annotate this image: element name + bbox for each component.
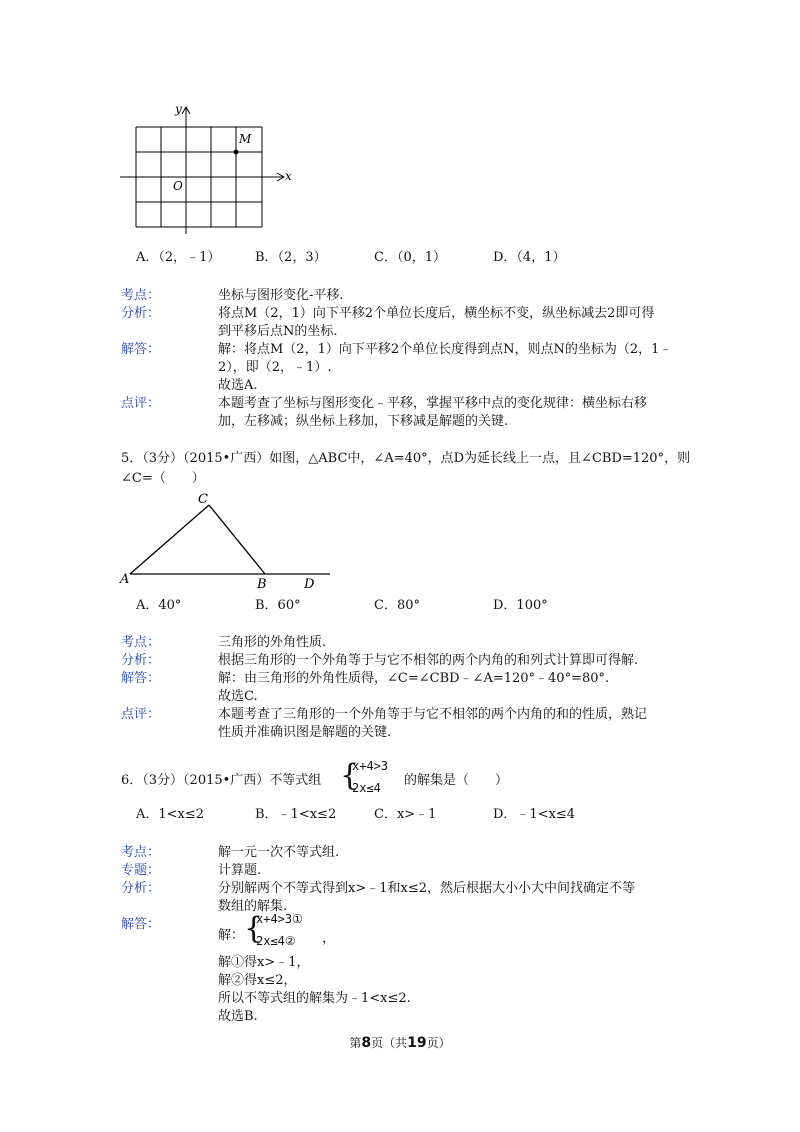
q4-fenxi-label: 分析： [121, 306, 161, 321]
q4-option-b: B．（2，3） [255, 250, 327, 265]
footer-total-pages: 19 [407, 1035, 427, 1051]
q6-jieda-system-line1: x+4>3① [256, 912, 303, 926]
x-axis-label: x [285, 169, 292, 183]
q6-option-c: C．x>﹣1 [374, 807, 437, 822]
point-m-label: M [239, 132, 252, 146]
q4-dianping-line2: 加，左移减；纵坐标上移加，下移减是解题的关键. [218, 414, 509, 429]
q4-dianping-label: 点评： [121, 396, 161, 411]
q4-jieda-line1: 解：将点M（2，1）向下平移2个单位长度得到点N，则点N的坐标为（2，1﹣ [218, 342, 673, 357]
q6-kaodian-label: 考点： [121, 845, 161, 860]
q4-dianping-line1: 本题考查了坐标与图形变化﹣平移，掌握平移中点的变化规律：横坐标右移 [218, 396, 648, 411]
point-m [234, 150, 239, 155]
coordinate-grid-figure [118, 100, 298, 240]
q4-kaodian-text: 坐标与图形变化-平移. [218, 288, 344, 303]
vertex-a-label: A [120, 572, 130, 587]
q4-fenxi-line1: 将点M（2，1）向下平移2个单位长度后，横坐标不变，纵坐标减去2即可得 [218, 306, 655, 321]
q5-dianping-line1: 本题考查了三角形的一个外角等于与它不相邻的两个内角的和的性质，熟记 [218, 707, 648, 722]
q4-jieda-label: 解答： [121, 342, 161, 357]
q6-option-a: A．1<x≤2 [136, 807, 205, 822]
q6-jieda-system-line2: 2x≤4② [256, 934, 296, 948]
side-cb [209, 505, 265, 574]
q6-jieda-line5: 故选B. [218, 1009, 258, 1024]
q6-option-d: D．﹣1<x≤4 [493, 807, 576, 822]
q5-jieda-line1: 解：由三角形的外角性质得，∠C=∠CBD﹣∠A=120°﹣40°=80°. [218, 671, 610, 686]
q6-jieda-prefix: 解： [218, 928, 245, 943]
q4-option-c: C．（0，1） [374, 250, 446, 265]
footer-page-number: 8 [361, 1035, 372, 1051]
q5-fenxi-text: 根据三角形的一个外角等于与它不相邻的两个内角的和列式计算即可得解. [218, 653, 639, 668]
q6-stem-suffix: 的解集是（ ） [404, 773, 509, 788]
q4-option-a: A．（2，﹣1） [136, 250, 221, 265]
footer-prefix: 第 [349, 1036, 362, 1050]
y-axis-label: y [175, 102, 182, 116]
q5-jieda-line2: 故选C. [218, 689, 258, 704]
q5-option-a: A．40° [136, 598, 182, 613]
q5-kaodian-text: 三角形的外角性质. [218, 635, 327, 650]
vertex-b-label: B [257, 577, 267, 592]
footer-middle: 页（共 [371, 1036, 408, 1050]
point-d-label: D [304, 577, 315, 592]
q6-kaodian-text: 解一元一次不等式组. [218, 845, 340, 860]
q5-option-d: D．100° [493, 598, 548, 613]
q6-fenxi-line1: 分别解两个不等式得到x>﹣1和x≤2，然后根据大小小大中间找确定不等 [218, 881, 635, 896]
q5-dianping-label: 点评： [121, 707, 161, 722]
q4-jieda-line3: 故选A. [218, 378, 258, 393]
q6-fenxi-line2: 数组的解集. [218, 899, 288, 914]
origin-label: O [173, 179, 183, 193]
q6-inequality-system [340, 757, 402, 801]
q5-option-c: C．80° [374, 598, 420, 613]
vertex-c-label: C [198, 492, 208, 507]
q6-system-brace: { [340, 758, 360, 793]
side-ac [130, 505, 209, 574]
q5-option-b: B．60° [255, 598, 301, 613]
q6-jieda-line4: 所以不等式组的解集为﹣1<x≤2. [218, 991, 411, 1006]
q5-dianping-line2: 性质并准确识图是解题的关键. [218, 725, 392, 740]
q5-jieda-label: 解答： [121, 671, 161, 686]
q6-zhuanti-label: 专题： [121, 863, 161, 878]
q6-jieda-system [244, 910, 326, 954]
q6-system-line1: x+4>3 [352, 759, 389, 773]
q6-jieda-label: 解答： [121, 917, 161, 932]
footer-suffix: 页） [426, 1036, 451, 1050]
triangle-figure [118, 488, 338, 592]
q6-system-line2: 2x≤4 [352, 781, 381, 795]
page-footer [0, 1034, 800, 1051]
q6-option-b: B．﹣1<x≤2 [255, 807, 337, 822]
q4-kaodian-label: 考点： [121, 288, 161, 303]
q6-stem-prefix: 6．（3分）（2015•广西）不等式组 [121, 773, 322, 788]
q5-stem-line1: 5．（3分）（2015•广西）如图，△ABC中，∠A=40°，点D为延长线上一点，且∠CBD=120°，则 [121, 451, 691, 466]
q6-jieda-comma: ， [322, 931, 336, 946]
q6-jieda-brace: { [244, 911, 264, 946]
q5-kaodian-label: 考点： [121, 635, 161, 650]
q6-jieda-line3: 解②得x≤2， [218, 973, 297, 988]
q6-fenxi-label: 分析： [121, 881, 161, 896]
q6-zhuanti-text: 计算题. [218, 863, 262, 878]
q6-jieda-line2: 解①得x>﹣1， [218, 955, 310, 970]
q4-option-d: D．（4，1） [493, 250, 566, 265]
q5-fenxi-label: 分析： [121, 653, 161, 668]
q4-fenxi-line2: 到平移后点N的坐标. [218, 324, 338, 339]
q5-stem-line2: ∠C=（ ） [121, 471, 205, 486]
q4-jieda-line2: 2），即（2，﹣1）. [218, 360, 332, 375]
